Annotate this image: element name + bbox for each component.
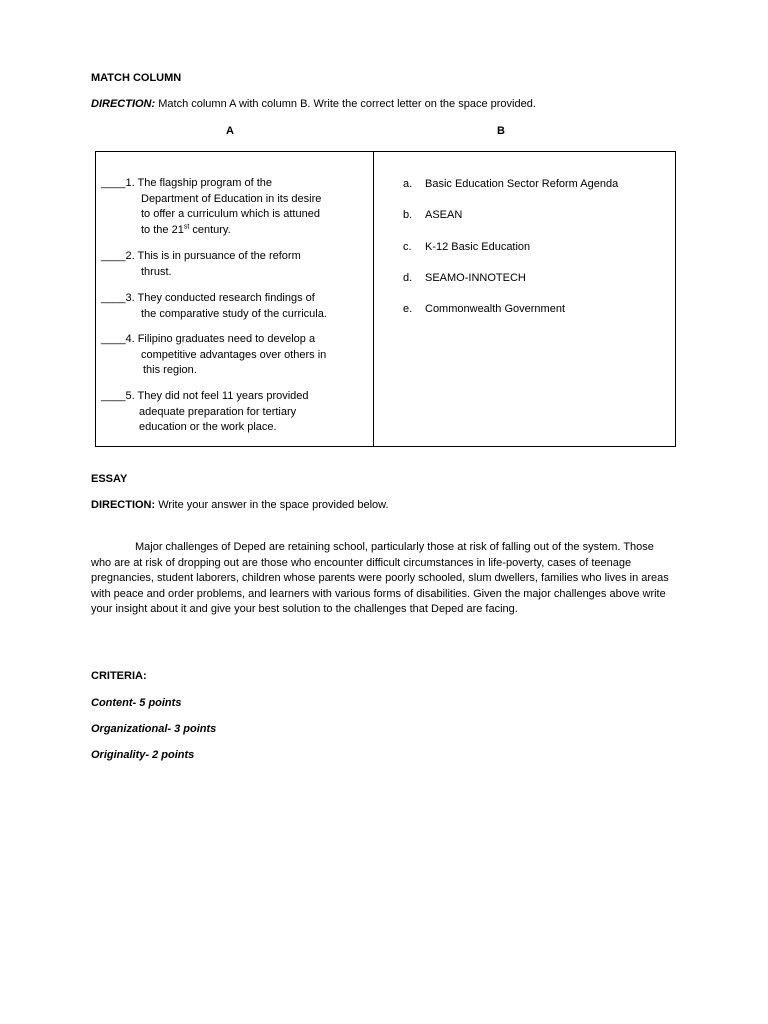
column-a-label: A <box>226 125 234 137</box>
essay-prompt <box>91 540 675 618</box>
question-3-line-2: the comparative study of the curricula. <box>141 307 327 320</box>
question-5-line-3: education or the work place. <box>139 421 277 434</box>
criteria-content: Content- 5 points <box>91 697 182 709</box>
question-3-line-1: 3. They conducted research findings of <box>125 292 315 304</box>
criteria-heading: CRITERIA: <box>91 670 147 682</box>
question-1 <box>101 176 366 238</box>
question-1-line-3: to offer a curriculum which is attuned <box>141 208 320 221</box>
essay-paragraph: Major challenges of Deped are retaining school, particularly those at risk of falling out of the system. Those who are at risk of dropping out are those who encounter difficult circumstances in life-poverty, cases of teenage pregnancies, student laborers, children whose parents were poorly schooled, slum dwellers, families who lives in areas with peace and order problems, and learners with various forms of disabilities. Given the major challenges above write your insight about it and give your best solution to the challenges that Deped are facing. <box>91 541 669 616</box>
option-d: d. SEAMO-INNOTECH <box>403 272 526 284</box>
answer-blank-2[interactable]: ____ <box>101 250 126 262</box>
matching-table <box>95 151 676 447</box>
question-2-line-1: 2. This is in pursuance of the reform <box>125 250 301 262</box>
question-1-line-2: Department of Education in its desire <box>141 192 322 205</box>
column-b-label: B <box>497 125 505 137</box>
question-5 <box>101 389 366 436</box>
option-b: b. ASEAN <box>403 209 463 221</box>
question-4-line-3: this region. <box>143 364 197 377</box>
question-1-line-4: to the 21st century. <box>141 223 231 236</box>
option-c: c. K-12 Basic Education <box>403 241 531 253</box>
question-5-line-1: 5. They did not feel 11 years provided <box>125 390 309 402</box>
option-e: e. Commonwealth Government <box>403 303 566 315</box>
question-3 <box>101 291 366 322</box>
column-divider <box>373 152 374 446</box>
answer-blank-1[interactable]: ____ <box>101 177 126 189</box>
question-2-line-2: thrust. <box>141 265 172 278</box>
question-4 <box>101 332 366 379</box>
question-2 <box>101 249 366 280</box>
direction-text: Match column A with column B. Write the correct letter on the space provided. <box>158 98 536 110</box>
question-4-line-1: 4. Filipino graduates need to develop a <box>125 333 316 345</box>
answer-blank-5[interactable]: ____ <box>101 390 126 402</box>
question-1-line-1: 1. The flagship program of the <box>125 177 273 189</box>
criteria-originality: Originality- 2 points <box>91 749 195 761</box>
essay-direction <box>91 499 389 511</box>
answer-blank-3[interactable]: ____ <box>101 292 126 304</box>
essay-direction-text: Write your answer in the space provided below. <box>158 499 389 511</box>
option-a: a. Basic Education Sector Reform Agenda <box>403 178 619 190</box>
essay-direction-label: DIRECTION: <box>91 499 156 511</box>
match-direction <box>91 98 536 110</box>
essay-heading: ESSAY <box>91 473 128 485</box>
direction-label: DIRECTION: <box>91 98 156 110</box>
match-heading: MATCH COLUMN <box>91 72 182 84</box>
question-4-line-2: competitive advantages over others in <box>141 348 327 361</box>
question-5-line-2: adequate preparation for tertiary <box>139 405 297 418</box>
criteria-organizational: Organizational- 3 points <box>91 723 217 735</box>
answer-blank-4[interactable]: ____ <box>101 333 126 345</box>
